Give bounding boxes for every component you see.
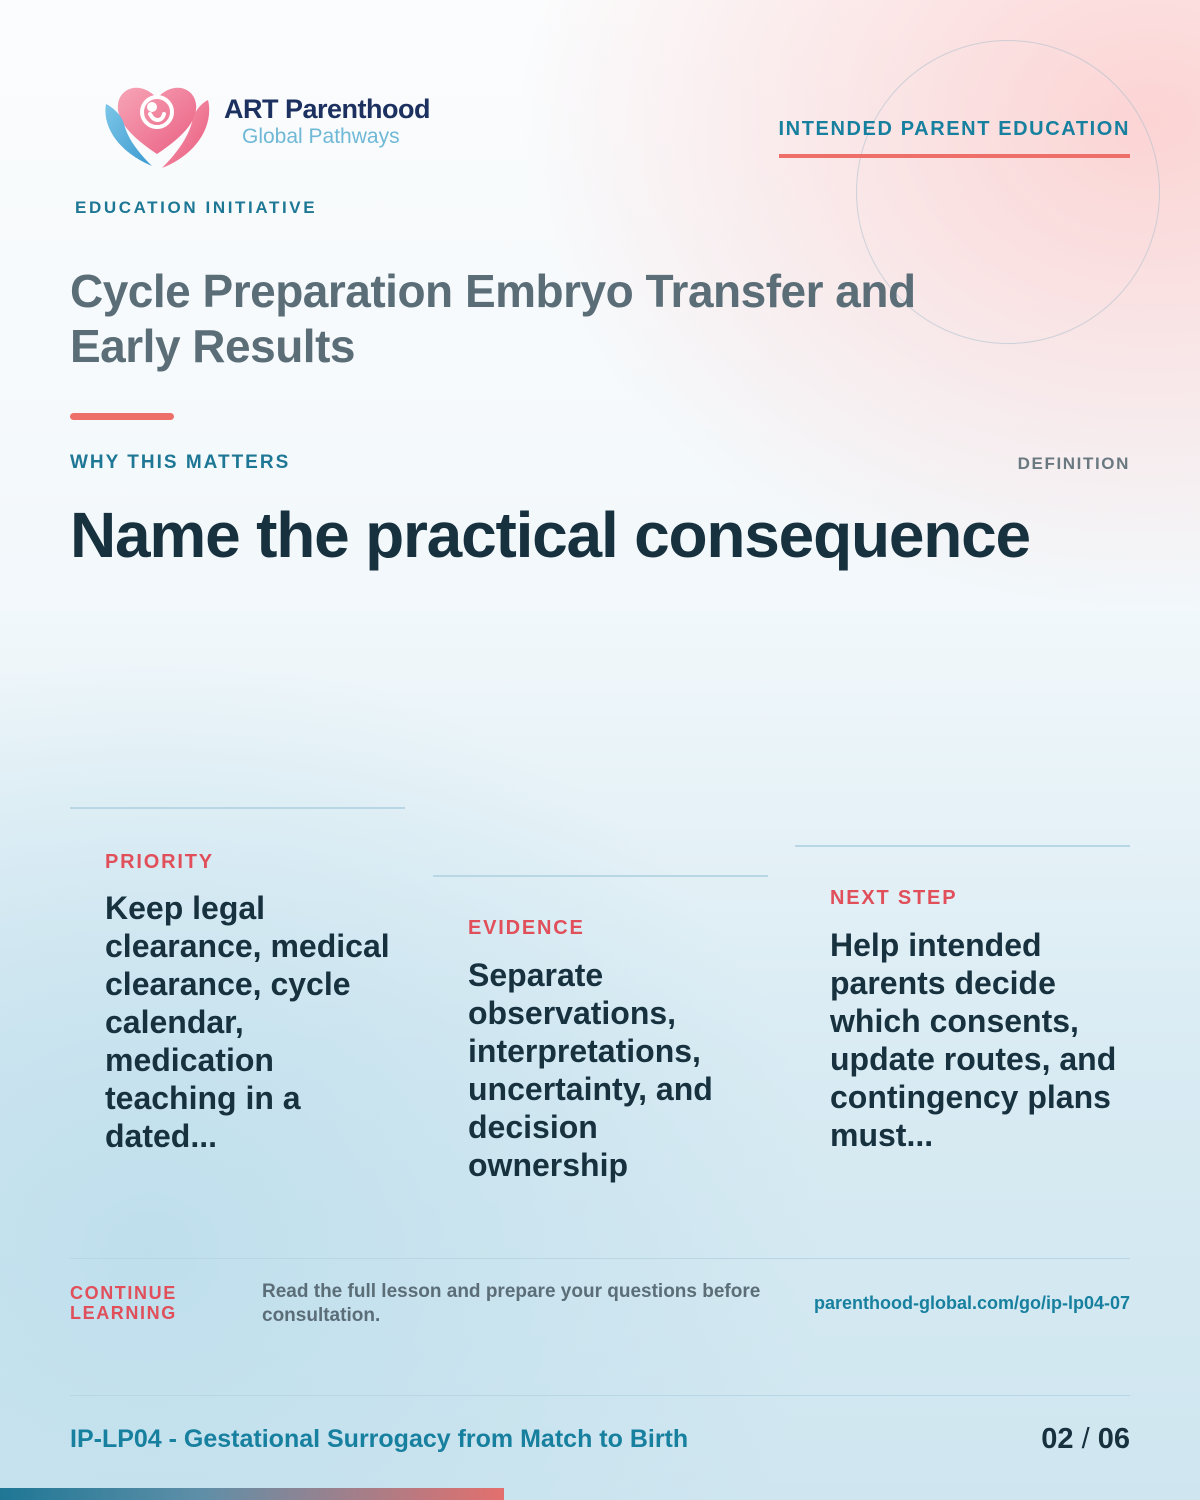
section-headline: Name the practical consequence [70, 499, 1030, 571]
education-initiative-label: EDUCATION INITIATIVE [75, 198, 318, 217]
continue-learning-text: Read the full lesson and prepare your questions before consultation. [262, 1281, 761, 1326]
divider [70, 1258, 1130, 1259]
continue-learning-label: CONTINUE LEARNING [70, 1283, 177, 1323]
brand-logo [100, 74, 440, 174]
divider [70, 1395, 1130, 1396]
page-total: 06 [1097, 1423, 1130, 1455]
course-title: IP-LP04 - Gestational Surrogacy from Match to Birth [70, 1425, 689, 1453]
page-title: Cycle Preparation Embryo Transfer and Early Results [70, 265, 916, 372]
page-separator: / [1081, 1423, 1090, 1455]
card-text: Keep legal clearance, medical clearance, cycle calendar, medication teaching in a dated... [105, 890, 390, 1154]
card-text: Help intended parents decide which consents, update routes, and contingency plans must... [830, 927, 1117, 1153]
section-tag: DEFINITION [1017, 454, 1130, 473]
page-indicator [1041, 1423, 1130, 1456]
title-accent-bar [70, 413, 174, 420]
card-label: PRIORITY [105, 851, 214, 873]
brand-tagline: Global Pathways [242, 125, 400, 148]
category-label: INTENDED PARENT EDUCATION [779, 118, 1130, 158]
card-next-step [795, 845, 1130, 1207]
page-current: 02 [1041, 1423, 1074, 1455]
card-text: Separate observations, interpretations, uncertainty, and decision ownership [468, 957, 713, 1183]
card-evidence [433, 875, 768, 1207]
heart-hands-icon [100, 74, 215, 174]
card-label: NEXT STEP [830, 887, 958, 909]
card-priority [70, 807, 405, 1209]
bottom-progress-bar [0, 1488, 504, 1500]
card-label: EVIDENCE [468, 917, 585, 939]
brand-name: ART Parenthood [224, 94, 430, 124]
lesson-link[interactable]: parenthood-global.com/go/ip-lp04-07 [813, 1293, 1130, 1313]
section-label: WHY THIS MATTERS [70, 452, 291, 473]
